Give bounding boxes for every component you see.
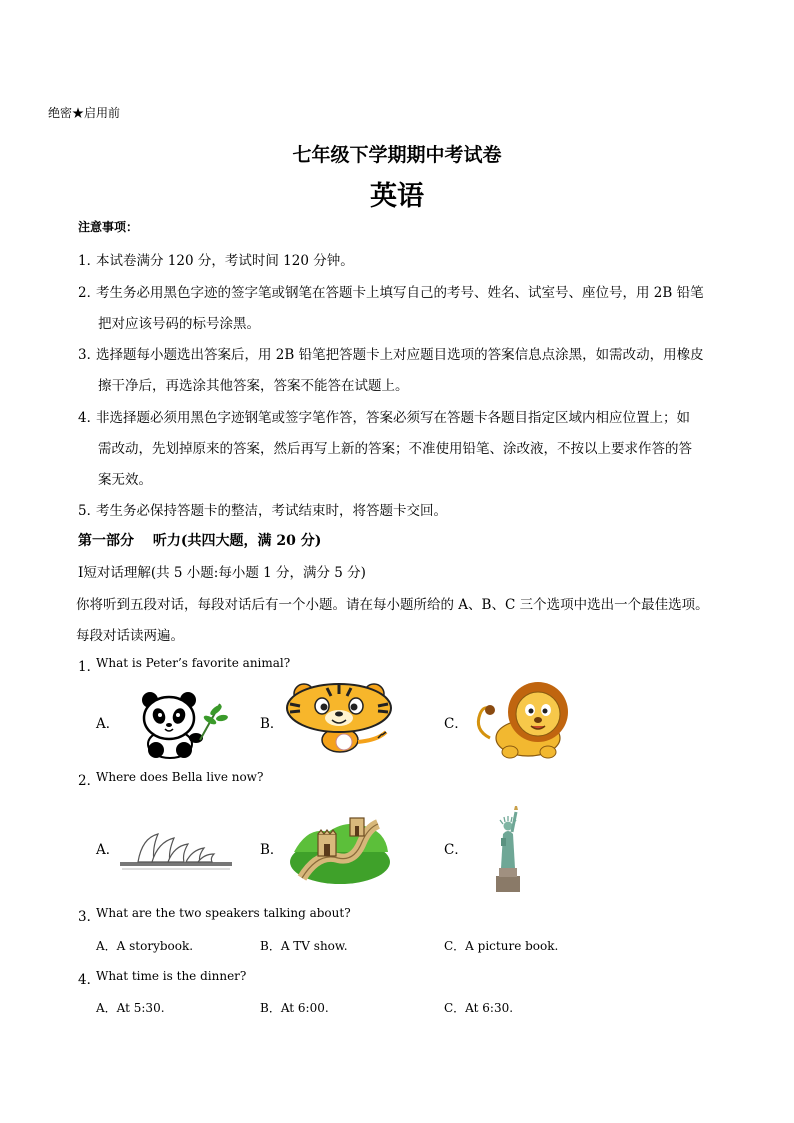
panda-image [130, 688, 230, 760]
note-5-number: 5． [78, 503, 101, 519]
question-2-text: Where does Bella live now? [96, 770, 264, 784]
note-2-line-1: 考生务必用黑色字迹的签字笔或钢笔在答题卡上填写自己的考号、姓名、试室号、座位号，用 2B 铅笔 [96, 285, 704, 301]
q1-option-a-label: A． [96, 716, 120, 732]
note-4-line-3: 案无效。 [98, 472, 152, 488]
q3-option-c: C．A picture book. [444, 939, 559, 953]
q1-option-b-label: B． [260, 716, 284, 732]
note-2-line-2: 把对应该号码的标号涂黑。 [98, 316, 260, 332]
exam-title: 七年级下学期期中考试卷 [292, 144, 502, 166]
instruction-line-2: 每段对话读两遍。 [76, 628, 184, 644]
section1-heading: Ⅰ短对话理解(共 5 小题:每小题 1 分，满分 5 分) [78, 565, 366, 581]
q3-option-a: A．A storybook. [96, 939, 194, 953]
part1-heading: 第一部分 听力(共四大题，满 20 分) [78, 533, 322, 549]
q3-option-b: B．A TV show. [260, 939, 348, 953]
note-3-number: 3． [78, 347, 101, 363]
q2-option-a-label: A． [96, 842, 120, 858]
opera-house-image [118, 826, 234, 872]
q2-option-b-label: B． [260, 842, 284, 858]
great-wall-image [288, 812, 392, 886]
question-3-text: What are the two speakers talking about? [96, 906, 351, 920]
note-4-number: 4． [78, 410, 101, 426]
tiger-image [282, 680, 402, 760]
q2-option-c-label: C． [444, 842, 468, 858]
instruction-line-1: 你将听到五段对话，每段对话后有一个小题。请在每小题所给的 A、B、C 三个选项中选出一个最佳选项。 [76, 597, 709, 613]
q4-option-a: A．At 5:30. [96, 1001, 165, 1015]
q4-option-c: C．At 6:30. [444, 1001, 514, 1015]
note-3-line-2: 擦干净后，再选涂其他答案，答案不能答在试题上。 [98, 378, 409, 394]
lion-image [470, 680, 588, 762]
note-5-line-1: 考生务必保持答题卡的整洁，考试结束时，将答题卡交回。 [96, 503, 447, 519]
confidential-mark: 绝密★启用前 [48, 106, 121, 120]
question-4-number: 4． [78, 972, 101, 988]
note-1-line-1: 本试卷满分 120 分，考试时间 120 分钟。 [96, 253, 354, 269]
note-2-number: 2． [78, 285, 101, 301]
notes-heading: 注意事项： [78, 220, 139, 234]
note-3-line-1: 选择题每小题选出答案后，用 2B 铅笔把答题卡上对应题目选项的答案信息点涂黑，如需改动，用橡皮 [96, 347, 704, 363]
note-4-line-1: 非选择题必须用黑色字迹钢笔或签字笔作答，答案必须写在答题卡各题目指定区域内相应位置上；如 [96, 410, 690, 426]
note-4-line-2: 需改动，先划掉原来的答案，然后再写上新的答案；不准使用铅笔、涂改液，不按以上要求作答的答 [98, 441, 692, 457]
question-3-number: 3． [78, 909, 101, 925]
question-1-text: What is Peter’s favorite animal? [96, 656, 291, 670]
question-4-text: What time is the dinner? [96, 969, 247, 983]
subject-title: 英语 [370, 181, 424, 212]
note-1-number: 1． [78, 253, 101, 269]
statue-of-liberty-image [488, 804, 528, 894]
question-2-number: 2． [78, 773, 101, 789]
q4-option-b: B．At 6:00. [260, 1001, 329, 1015]
question-1-number: 1． [78, 659, 101, 675]
q1-option-c-label: C． [444, 716, 468, 732]
